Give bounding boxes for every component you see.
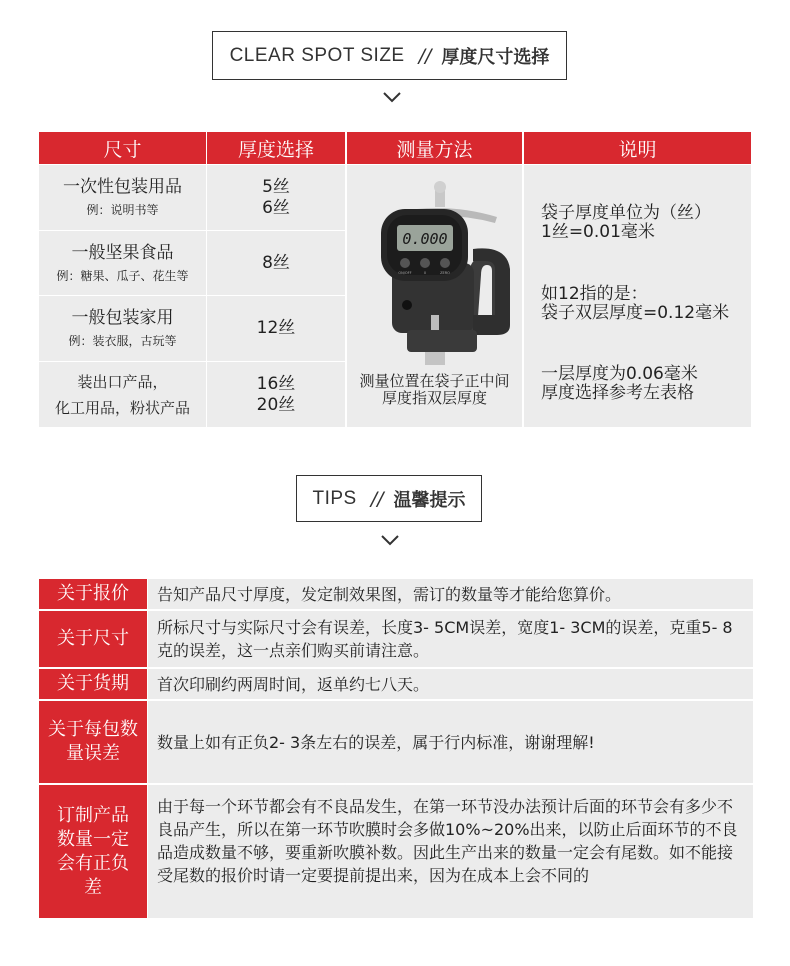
thickness-row-2 (207, 231, 345, 295)
notes-cell (524, 165, 751, 427)
tip-text: 由于每一个环节都会有不良品发生，在第一环节没办法预计后面的环节会有多少不良品产生，所以在第一环节吹膜时会多做10%~20%出来，以防止后面环节的不良品造成数量不够，要重新吹膜补数。因此生产出来的数量一定会有尾数。如不能接受尾数的报价时请一定要提前提出来，因为在成本上会不同的 (148, 785, 753, 918)
note-block (541, 285, 729, 323)
note-line: 袋子双层厚度=0.12毫米 (541, 303, 730, 323)
section-title-separator: // (418, 44, 432, 67)
tip-label: 关于每包数量误差 (39, 701, 147, 783)
note-line: 一层厚度为0.06毫米 (541, 364, 698, 384)
thickness-value: 6丝 (262, 198, 290, 218)
size-name: 装出口产品， (77, 372, 168, 391)
gauge-button-label: ZERO (440, 271, 450, 275)
header-method: 测量方法 (347, 132, 522, 164)
size-name: 一般包装家用 (71, 308, 174, 328)
tip-text: 所标尺寸与实际尺寸会有误差，长度3- 5CM误差，宽度1- 3CM的误差，克重5- 8克的误差，这一点亲们购买前请注意。 (148, 611, 753, 667)
size-example: 例：装衣服，古玩等 (68, 334, 177, 348)
section-title-en: CLEAR SPOT SIZE (229, 44, 405, 66)
header-notes: 说明 (524, 132, 751, 164)
thickness-gauge-image (347, 165, 522, 370)
section-title-cn: 厚度尺寸选择 (441, 46, 550, 68)
note-block (541, 365, 698, 403)
gauge-button-label: 0 (423, 271, 427, 275)
thickness-value: 20丝 (256, 394, 296, 415)
gauge-lcd-text: 0.000 (402, 230, 448, 248)
section-title-separator: // (370, 487, 384, 510)
size-example: 化工用品，粉状产品 (54, 398, 190, 417)
tip-label: 关于报价 (39, 579, 147, 609)
measure-method-cell (347, 165, 522, 427)
chevron-down-icon (382, 90, 402, 104)
tip-label: 关于货期 (39, 669, 147, 699)
note-block (541, 204, 711, 242)
tip-label: 订制产品数量一定会有正负差 (39, 785, 147, 918)
size-row-1 (39, 165, 206, 230)
tip-text: 数量上如有正负2- 3条左右的误差，属于行内标准，谢谢理解! (148, 701, 753, 783)
measure-caption-line: 厚度指双层厚度 (381, 389, 487, 407)
note-line: 袋子厚度单位为（丝） (541, 203, 711, 223)
thickness-row-4 (207, 362, 345, 427)
size-example: 例：糖果、瓜子、花生等 (56, 268, 189, 283)
size-name: 一次性包装用品 (63, 177, 182, 197)
size-row-4 (39, 362, 206, 427)
size-name: 一般坚果食品 (71, 242, 174, 263)
tip-text: 首次印刷约两周时间，返单约七八天。 (148, 669, 753, 699)
thickness-row-1 (207, 165, 345, 230)
tip-label: 关于尺寸 (39, 611, 147, 667)
size-example: 例：说明书等 (86, 203, 159, 217)
section-title-size (212, 31, 567, 80)
measure-caption (347, 373, 522, 407)
gauge-button-label: ON/OFF (398, 271, 412, 275)
thickness-value: 12丝 (256, 318, 296, 338)
measure-caption-line: 测量位置在袋子正中间 (359, 372, 510, 390)
size-row-2 (39, 231, 206, 295)
section-title-en: TIPS (312, 487, 357, 509)
section-title-tips (296, 475, 482, 522)
thickness-value: 8丝 (262, 252, 290, 273)
note-line: 厚度选择参考左表格 (541, 383, 694, 403)
note-line: 如12指的是： (541, 284, 648, 304)
tip-text: 告知产品尺寸厚度，发定制效果图，需订的数量等才能给您算价。 (148, 579, 753, 609)
chevron-down-icon (380, 533, 400, 547)
header-thickness: 厚度选择 (207, 132, 345, 164)
header-size: 尺寸 (39, 132, 206, 164)
note-line: 1丝=0.01毫米 (541, 222, 655, 242)
size-row-3 (39, 296, 206, 361)
thickness-value: 16丝 (256, 373, 296, 394)
thickness-row-3 (207, 296, 345, 361)
section-title-cn: 温馨提示 (393, 489, 466, 511)
thickness-value: 5丝 (262, 177, 290, 197)
